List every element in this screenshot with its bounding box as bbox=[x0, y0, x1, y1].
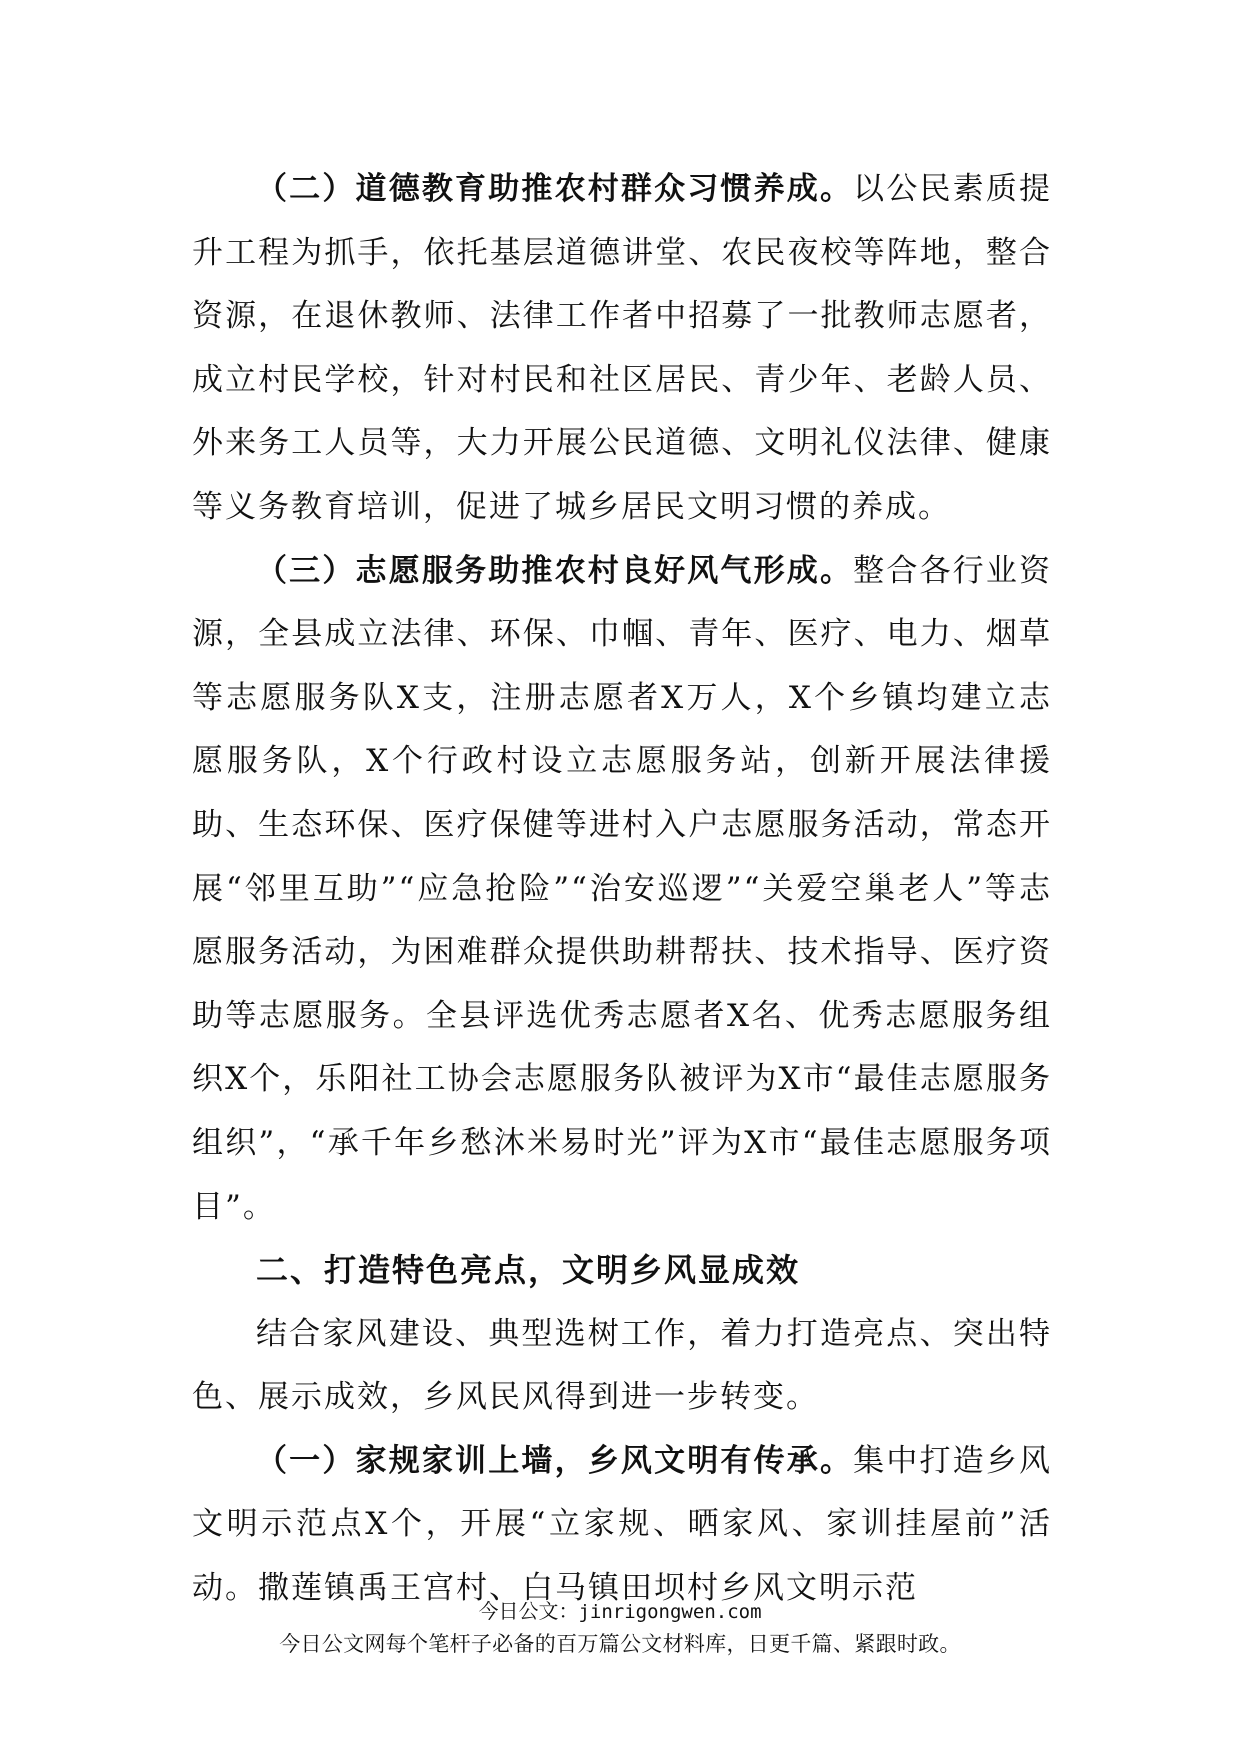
paragraph-text: 集中打造乡风文明示范点X个，开展“立家规、晒家风、家训挂屋前”活动。撒莲镇禹王宫村、白马镇田坝村乡风文明示范 bbox=[192, 1442, 1053, 1607]
paragraph-text: 以公民素质提升工程为抓手，依托基层道德讲堂、农民夜校等阵地，整合资源，在退休教师、法律工作者中招募了一批教师志愿者，成立村民学校，针对村民和社区居民、青少年、老龄人员、外来务工人员等，大力开展公民道德、文明礼仪法律、健康等义务教育培训，促进了城乡居民文明习惯的养成。 bbox=[192, 171, 1053, 525]
paragraph-lead: （一）家规家训上墙，乡风文明有传承。 bbox=[256, 1442, 854, 1479]
section-heading: 二、打造特色亮点，文明乡风显成效 bbox=[256, 1251, 801, 1290]
paragraph-family-rules bbox=[192, 1430, 1052, 1621]
footer-site-link[interactable]: jinrigongwen.com bbox=[578, 1601, 762, 1623]
footer-brand-line bbox=[0, 1595, 1240, 1624]
paragraph-lead: （三）志愿服务助推农村良好风气形成。 bbox=[256, 552, 854, 589]
paragraph-volunteer-service bbox=[192, 540, 1052, 1240]
footer-slogan: 今日公文网每个笔杆子必备的百万篇公文材料库，日更千篇、紧跟时政。 bbox=[279, 1632, 961, 1656]
paragraph-text: 整合各行业资源，全县成立法律、环保、巾帼、青年、医疗、电力、烟草等志愿服务队X支，注册志愿者X万人，X个乡镇均建立志愿服务队，X个行政村设立志愿服务站，创新开展法律援助、生态环保、医疗保健等进村入户志愿服务活动，常态开展“邻里互助”“应急抢险”“治安巡逻”“关爱空巢老人”等志愿服务活动，为困难群众提供助耕帮扶、技术指导、医疗资助等志愿服务。全县评选优秀志愿者X名、优秀志愿服务组织X个，乐阳社工协会志愿服务队被评为X市“最佳志愿服务组织”，“承千年乡愁沐米易时光”评为X市“最佳志愿服务项目”。 bbox=[192, 552, 1053, 1225]
footer-brand: 今日公文： bbox=[478, 1599, 579, 1623]
paragraph-moral-education bbox=[192, 158, 1052, 540]
paragraph-intro: 结合家风建设、典型选树工作，着力打造亮点、突出特色、展示成效，乡风民风得到进一步转变。 bbox=[192, 1315, 1052, 1416]
document-body bbox=[192, 158, 1052, 1621]
paragraph-lead: （二）道德教育助推农村群众习惯养成。 bbox=[256, 171, 854, 207]
